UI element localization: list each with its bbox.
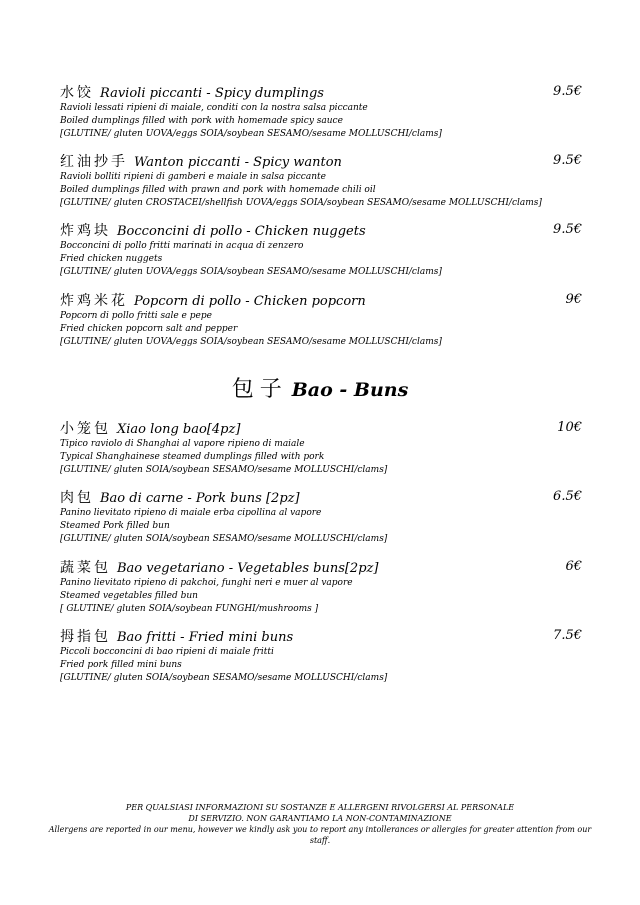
item-name: Ravioli piccanti - Spicy dumplings	[100, 86, 324, 101]
item-price: 6.5€	[553, 489, 582, 504]
item-allergens: [GLUTINE/ gluten SOIA/soybean SESAMO/sesame MOLLUSCHI/clams]	[60, 673, 388, 683]
section-title: Bao - Buns	[291, 379, 409, 401]
menu-item-fried-mini-buns	[60, 626, 590, 685]
item-desc-it: Panino lievitato ripieno di maiale erba cipollina al vapore	[60, 508, 322, 518]
notice-line-1: PER QUALSIASI INFORMAZIONI SU SOSTANZE E ALLERGENI RIVOLGERSI AL PERSONALE	[125, 803, 515, 812]
item-allergens: [GLUTINE/ gluten UOVA/eggs SOIA/soybean SESAMO/sesame MOLLUSCHI/clams]	[60, 267, 442, 277]
item-price: 6€	[565, 559, 582, 574]
item-price: 7.5€	[553, 628, 582, 643]
item-name: Wanton piccanti - Spicy wanton	[134, 155, 342, 170]
menu-item-vegetable-buns	[60, 557, 590, 616]
item-name: Popcorn di pollo - Chicken popcorn	[134, 294, 366, 309]
item-price: 9€	[565, 292, 582, 307]
item-desc-en: Fried pork filled mini buns	[60, 660, 182, 670]
item-name: Bao fritti - Fried mini buns	[117, 630, 294, 645]
section-chinese-title: 包子	[231, 377, 288, 402]
item-allergens: [GLUTINE/ gluten SOIA/soybean SESAMO/sesame MOLLUSCHI/clams]	[60, 534, 388, 544]
notice-line-2: DI SERVIZIO. NON GARANTIAMO LA NON-CONTAMINAZIONE	[188, 814, 452, 823]
item-price: 9.5€	[553, 84, 582, 99]
item-desc-en: Boiled dumplings filled with pork with homemade spicy sauce	[60, 116, 343, 126]
item-chinese-name: 拇指包	[60, 629, 111, 645]
item-name: Xiao long bao[4pz]	[117, 422, 241, 437]
item-allergens: [ GLUTINE/ gluten SOIA/soybean FUNGHI/mushrooms ]	[60, 604, 319, 614]
item-name: Bao vegetariano - Vegetables buns[2pz]	[117, 561, 379, 576]
section-heading-bao	[0, 372, 640, 403]
item-desc-en: Steamed vegetables filled bun	[60, 591, 198, 601]
item-desc-it: Tipico raviolo di Shanghai al vapore ripieno di maiale	[60, 439, 305, 449]
item-allergens: [GLUTINE/ gluten SOIA/soybean SESAMO/sesame MOLLUSCHI/clams]	[60, 465, 388, 475]
item-allergens: [GLUTINE/ gluten UOVA/eggs SOIA/soybean SESAMO/sesame MOLLUSCHI/clams]	[60, 129, 442, 139]
item-desc-en: Fried chicken popcorn salt and pepper	[60, 324, 238, 334]
item-allergens: [GLUTINE/ gluten CROSTACEI/shellfish UOVA/eggs SOIA/soybean SESAMO/sesame MOLLUSCHI/clams]	[60, 198, 542, 208]
item-price: 9.5€	[553, 153, 582, 168]
item-chinese-name: 小笼包	[60, 421, 111, 437]
allergen-notice	[40, 802, 600, 846]
item-desc-en: Fried chicken nuggets	[60, 254, 163, 264]
item-desc-en: Typical Shanghainese steamed dumplings filled with pork	[60, 452, 325, 462]
item-chinese-name: 肉包	[60, 490, 94, 506]
item-chinese-name: 水饺	[60, 85, 94, 101]
item-price: 10€	[557, 420, 582, 435]
item-chinese-name: 炸鸡块	[60, 223, 111, 239]
item-chinese-name: 蔬菜包	[60, 560, 111, 576]
menu-item-spicy-dumplings	[60, 82, 590, 141]
notice-line-4: staff.	[309, 836, 331, 845]
item-desc-it: Popcorn di pollo fritti sale e pepe	[60, 311, 212, 321]
item-desc-en: Steamed Pork filled bun	[60, 521, 170, 531]
item-desc-it: Panino lievitato ripieno di pakchoi, funghi neri e muer al vapore	[60, 578, 353, 588]
notice-line-3: Allergens are reported in our menu, however we kindly ask you to report any intollerances or allergies for greater attention from our	[48, 825, 592, 834]
item-desc-it: Piccoli bocconcini di bao ripieni di maiale fritti	[60, 647, 274, 657]
menu-item-pork-buns	[60, 487, 590, 546]
item-price: 9.5€	[553, 222, 582, 237]
menu-item-chicken-nuggets	[60, 220, 590, 279]
item-desc-it: Ravioli bolliti ripieni di gamberi e maiale in salsa piccante	[60, 172, 326, 182]
item-name: Bocconcini di pollo - Chicken nuggets	[117, 224, 366, 239]
item-allergens: [GLUTINE/ gluten UOVA/eggs SOIA/soybean SESAMO/sesame MOLLUSCHI/clams]	[60, 337, 442, 347]
menu-item-spicy-wanton	[60, 151, 590, 210]
menu-item-xiao-long-bao	[60, 418, 590, 477]
item-desc-it: Bocconcini di pollo fritti marinati in acqua di zenzero	[60, 241, 304, 251]
item-desc-en: Boiled dumplings filled with prawn and pork with homemade chili oil	[60, 185, 376, 195]
item-chinese-name: 炸鸡米花	[60, 293, 128, 309]
menu-item-chicken-popcorn	[60, 290, 590, 349]
item-name: Bao di carne - Pork buns [2pz]	[100, 491, 300, 506]
item-desc-it: Ravioli lessati ripieni di maiale, conditi con la nostra salsa piccante	[60, 103, 368, 113]
item-chinese-name: 红油抄手	[60, 154, 128, 170]
